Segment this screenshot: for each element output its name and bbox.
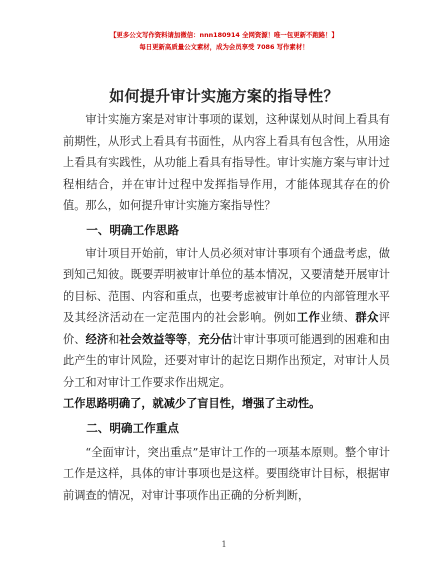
text-performance: 业绩、 bbox=[320, 311, 356, 324]
emphasis-masses: 群众 bbox=[355, 310, 379, 324]
text-and: 和 bbox=[108, 332, 120, 346]
text-comma: ， bbox=[187, 332, 199, 346]
emphasis-economy: 经济 bbox=[85, 331, 109, 346]
page-number: 1 bbox=[221, 540, 227, 549]
section-2-paragraph: “全面审计，突出重点”是审计工作的一项基本原则。整个审计工作是这样，具体的审计事项也是这样。要围绕审计目标，根据审前调查的情况，对审计事项作出正确的分析判断， bbox=[63, 445, 390, 502]
document-body bbox=[63, 109, 390, 506]
emphasis-work: 工作 bbox=[296, 310, 321, 324]
emphasis-fully-estimate: 充分估 bbox=[198, 331, 233, 346]
emphasis-social-benefit: 社会效益等等 bbox=[119, 331, 188, 346]
section-2-heading: 二、明确工作重点 bbox=[86, 420, 179, 435]
section-1-heading: 一、明确工作思路 bbox=[86, 222, 179, 237]
section-1-paragraph bbox=[63, 243, 390, 394]
section-1-conclusion: 工作思路明确了，就减少了盲目性，增强了主动性。 bbox=[63, 396, 321, 410]
text-evaluation: 评价、 bbox=[63, 311, 390, 346]
document-title: 如何提升审计实施方案的指导性？ bbox=[109, 87, 339, 105]
intro-paragraph: 审计实施方案是对审计事项的谋划，这种谋划从时间上看具有前期性，从形式上看具有书面性，从内容上看具有包含性，从用途上看具有实践性，从功能上看具有指导性。审计实施方案与审计过程相结合，并在审计过程中发挥指导作用，才能体现其存在的价值。那么，如何提升审计实施方案指导性？ bbox=[63, 113, 390, 212]
promo-banner-line-2: 每日更新高质量公文素材，成为会员享受 7086 写作素材！ bbox=[139, 43, 309, 51]
promo-banner-line-1: 【更多公文写作资料请加微信：nnn180914 全网资源！唯一包更新不跑路！】 bbox=[110, 31, 338, 39]
section-1-text-start: 审计项目开始前，审计人员必须对审计事项有个通盘考虑，做到知己知彼。既要弄明被审计单位的基本情况，又要清楚开展审计的目标、范围、内容和重点，也要考虑被审计单位的内部管理水平及其经济活动在一定范围内的社会影响。例如 bbox=[63, 246, 390, 324]
section-1-text-rest: 计审计事项可能遇到的困难和由此产生的审计风险，还要对审计的起讫日期作出预定，对审计人员分工和对审计工作要求作出规定。 bbox=[63, 332, 390, 389]
